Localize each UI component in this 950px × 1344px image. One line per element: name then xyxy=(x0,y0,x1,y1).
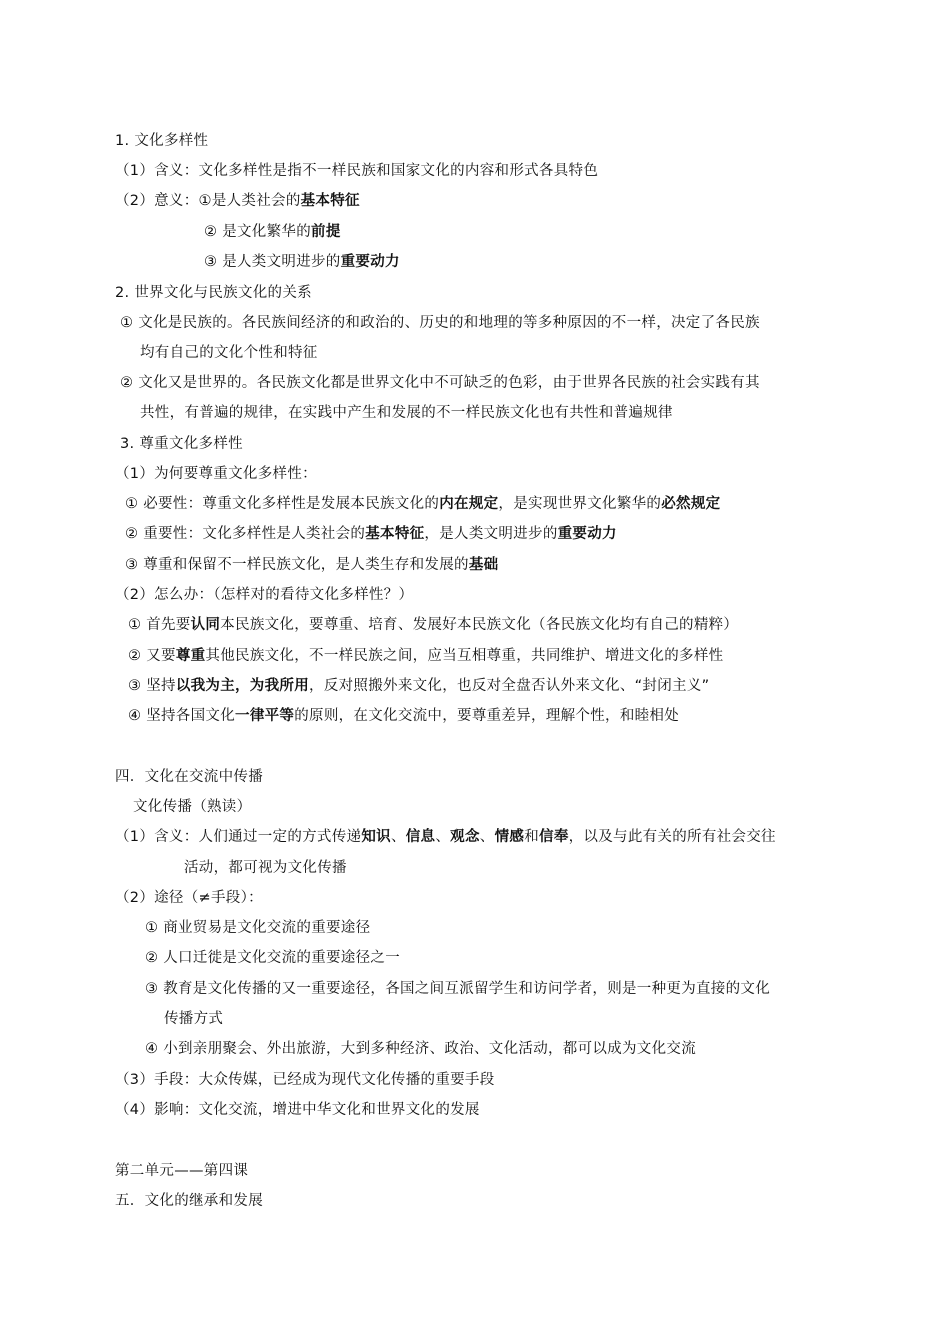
way-item-3: ③ 教育是文化传播的又一重要途径，各国之间互派留学生和访问学者，则是一种更为直接的文化 xyxy=(145,981,771,997)
ways-heading: （2）途径（≠手段）： xyxy=(115,890,263,906)
how-item-4: ④ 坚持各国文化一律平等的原则，在文化交流中，要尊重差异，理解个性，和睦相处 xyxy=(128,708,680,724)
why-respect-heading: （1）为何要尊重文化多样性： xyxy=(115,466,317,482)
diversity-significance-2: ② 是文化繁华的前提 xyxy=(204,224,341,240)
how-item-2: ② 又要尊重其他民族文化，不一样民族之间，应当互相尊重，共同维护、增进文化的多样性 xyxy=(128,648,724,664)
section-5-title: 五．文化的继承和发展 xyxy=(115,1193,263,1209)
unit-lesson-label: 第二单元——第四课 xyxy=(115,1163,249,1179)
way-item-3-cont: 传播方式 xyxy=(164,1011,224,1027)
relation-point-1-cont: 均有自己的文化个性和特征 xyxy=(140,345,318,361)
section-4-title: 四．文化在交流中传播 xyxy=(115,769,263,785)
relation-point-2-cont: 共性，有普遍的规律，在实践中产生和发展的不一样民族文化也有共性和普遍规律 xyxy=(140,405,673,421)
spread-influence: （4）影响：文化交流，增进中华文化和世界文化的发展 xyxy=(115,1102,480,1118)
spread-meaning-cont: 活动，都可视为文化传播 xyxy=(184,860,347,876)
way-item-2: ② 人口迁徙是文化交流的重要途径之一 xyxy=(145,950,401,966)
diversity-meaning: （1）含义：文化多样性是指不一样民族和国家文化的内容和形式各具特色 xyxy=(115,163,599,179)
why-foundation: ③ 尊重和保留不一样民族文化，是人类生存和发展的基础 xyxy=(125,557,499,573)
why-importance: ② 重要性：文化多样性是人类社会的基本特征，是人类文明进步的重要动力 xyxy=(125,526,617,542)
how-item-3: ③ 坚持以我为主，为我所用，反对照搬外来文化，也反对全盘否认外来文化、“封闭主义” xyxy=(128,678,710,694)
section-4-subtitle: 文化传播（熟读） xyxy=(133,799,252,815)
section-3-title: 3. 尊重文化多样性 xyxy=(120,436,243,452)
spread-means: （3）手段：大众传媒，已经成为现代文化传播的重要手段 xyxy=(115,1072,495,1088)
spread-meaning: （1）含义：人们通过一定的方式传递知识、信息、观念、情感和信奉，以及与此有关的所有社会交往 xyxy=(115,829,776,845)
section-2-title: 2. 世界文化与民族文化的关系 xyxy=(115,285,312,301)
relation-point-1: ① 文化是民族的。各民族间经济的和政治的、历史的和地理的等多种原因的不一样，决定了各民族 xyxy=(120,315,760,331)
how-item-1: ① 首先要认同本民族文化，要尊重、培育、发展好本民族文化（各民族文化均有自己的精粹） xyxy=(128,617,739,633)
section-1-title: 1. 文化多样性 xyxy=(115,133,209,149)
way-item-4: ④ 小到亲朋聚会、外出旅游，大到多种经济、政治、文化活动，都可以成为文化交流 xyxy=(145,1041,697,1057)
diversity-significance-3: ③ 是人类文明进步的重要动力 xyxy=(204,254,400,270)
diversity-significance-1: （2）意义：①是人类社会的基本特征 xyxy=(115,193,360,209)
why-necessity: ① 必要性：尊重文化多样性是发展本民族文化的内在规定，是实现世界文化繁华的必然规定 xyxy=(125,496,721,512)
how-heading: （2）怎么办：（怎样对的看待文化多样性？） xyxy=(115,587,414,603)
relation-point-2: ② 文化又是世界的。各民族文化都是世界文化中不可缺乏的色彩，由于世界各民族的社会实践有其 xyxy=(120,375,760,391)
way-item-1: ① 商业贸易是文化交流的重要途径 xyxy=(145,920,371,936)
